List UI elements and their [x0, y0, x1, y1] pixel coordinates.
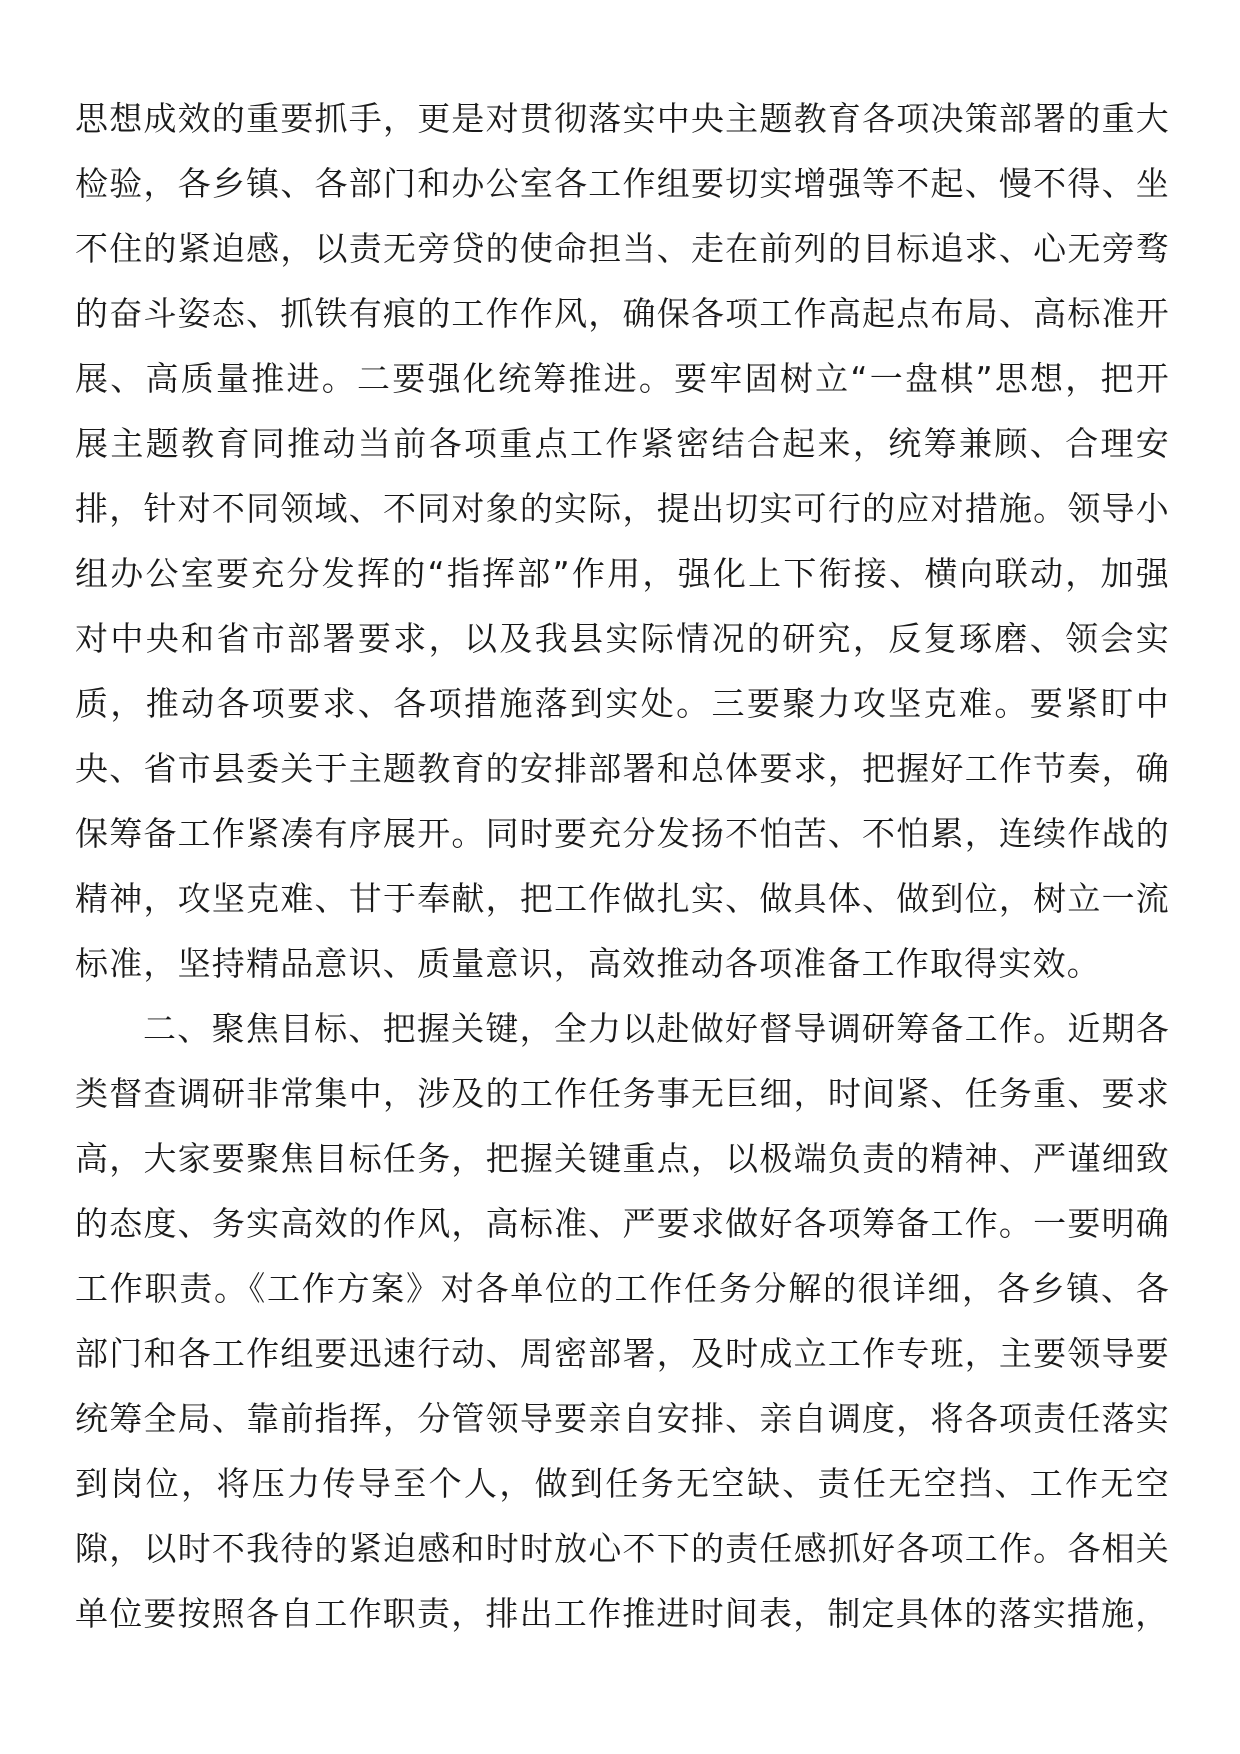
body-paragraph-section-two: 二、聚焦目标、把握关键，全力以赴做好督导调研筹备工作。近期各类督查调研非常集中，涉及的工作任务事无巨细，时间紧、任务重、要求高，大家要聚焦目标任务，把握关键重点，以极端负责的精神、严谨细致的态度、务实高效的作风，高标准、严要求做好各项筹备工作。一要明确工作职责。《工作方案》对各单位的工作任务分解的很详细，各乡镇、各部门和各工作组要迅速行动、周密部署，及时成立工作专班，主要领导要统筹全局、靠前指挥，分管领导要亲自安排、亲自调度，将各项责任落实到岗位，将压力传导至个人，做到任务无空缺、责任无空挡、工作无空隙，以时不我待的紧迫感和时时放心不下的责任感抓好各项工作。各相关单位要按照各自工作职责，排出工作推进时间表，制定具体的落实措施，: [75, 1009, 1170, 1633]
body-paragraph-continued: 思想成效的重要抓手，更是对贯彻落实中央主题教育各项决策部署的重大检验，各乡镇、各部门和办公室各工作组要切实增强等不起、慢不得、坐不住的紧迫感，以责无旁贷的使命担当、走在前列的目标追求、心无旁骛的奋斗姿态、抓铁有痕的工作作风，确保各项工作高起点布局、高标准开展、高质量推进。二要强化统筹推进。要牢固树立“一盘棋”思想，把开展主题教育同推动当前各项重点工作紧密结合起来，统筹兼顾、合理安排，针对不同领域、不同对象的实际，提出切实可行的应对措施。领导小组办公室要充分发挥的“指挥部”作用，强化上下衔接、横向联动，加强对中央和省市部署要求，以及我县实际情况的研究，反复琢磨、领会实质，推动各项要求、各项措施落到实处。三要聚力攻坚克难。要紧盯中央、省市县委关于主题教育的安排部署和总体要求，把握好工作节奏，确保筹备工作紧凑有序展开。同时要充分发扬不怕苦、不怕累，连续作战的精神，攻坚克难、甘于奉献，把工作做扎实、做具体、做到位，树立一流标准，坚持精品意识、质量意识，高效推动各项准备工作取得实效。: [75, 99, 1170, 983]
document-page: [75, 86, 1170, 1646]
